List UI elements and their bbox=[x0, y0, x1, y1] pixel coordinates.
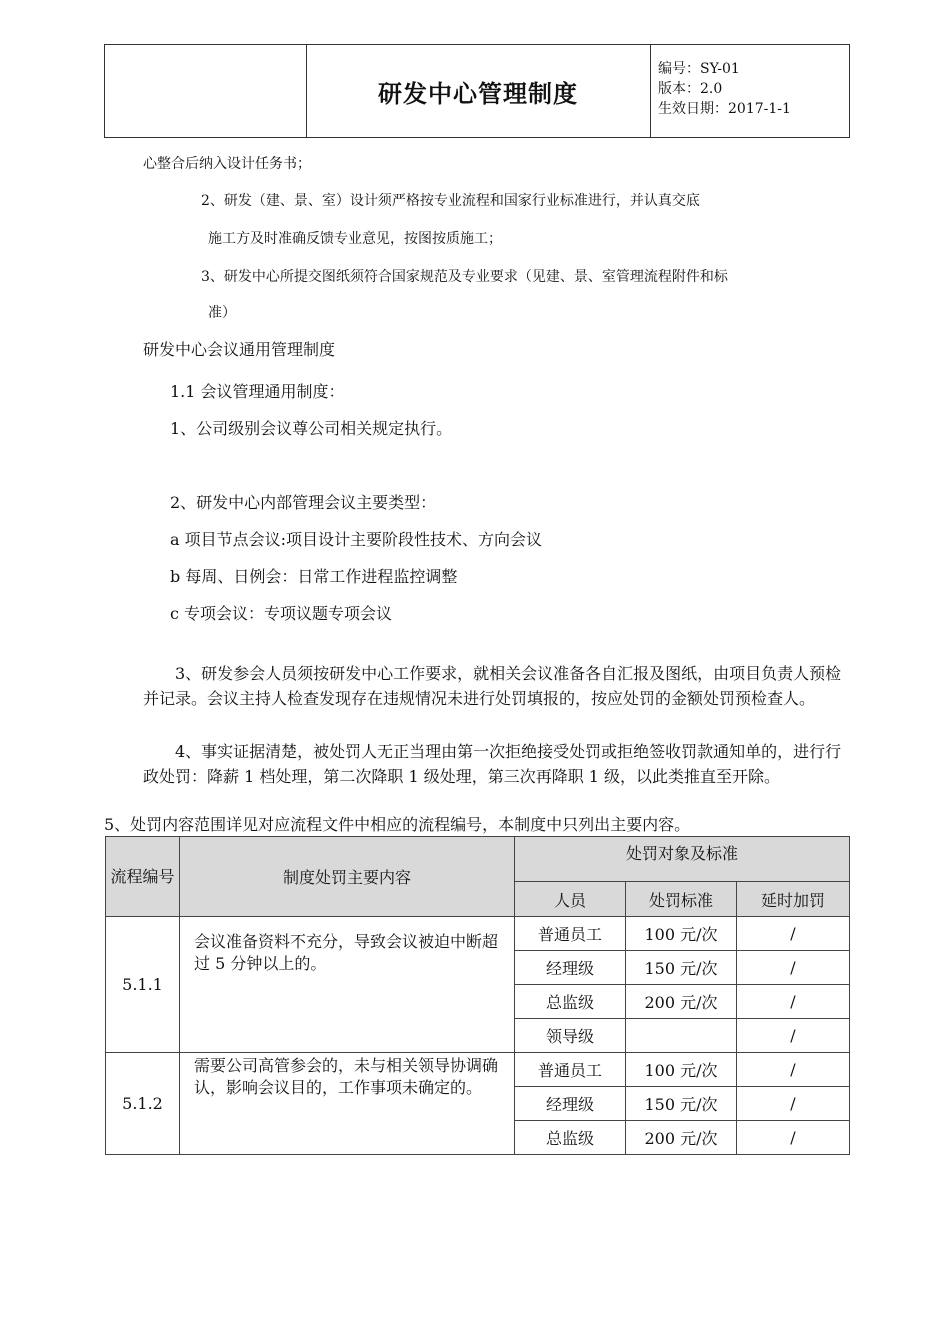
row-person: 经理级 bbox=[515, 951, 626, 985]
row-content: 会议准备资料不充分，导致会议被迫中断超过 5 分钟以上的。 bbox=[180, 917, 515, 1053]
document-version: 版本：2.0 bbox=[658, 81, 723, 97]
item-5: 5、处罚内容范围详见对应流程文件中相应的流程编号，本制度中只列出主要内容。 bbox=[104, 815, 691, 834]
col-header-person: 人员 bbox=[515, 882, 626, 917]
document-effective-date: 生效日期：2017-1-1 bbox=[658, 101, 791, 117]
row-person: 经理级 bbox=[515, 1087, 626, 1121]
row-person: 普通员工 bbox=[515, 917, 626, 951]
item-4: 4、事实证据清楚，被处罚人无正当理由第一次拒绝接受处罚或拒绝签收罚款通知单的，进行行政处罚：降薪 1 档处理，第二次降职 1 级处理，第三次再降职 1 级，以此类推直至开除。 bbox=[143, 742, 842, 786]
body-line-5: 准） bbox=[208, 305, 236, 321]
item-1: 1、公司级别会议尊公司相关规定执行。 bbox=[170, 419, 453, 438]
body-line-2: 2、研发（建、景、室）设计须严格按专业流程和国家行业标准进行，并认真交底 bbox=[201, 193, 700, 209]
row-standard bbox=[626, 1019, 737, 1053]
row-person: 总监级 bbox=[515, 1121, 626, 1155]
body-line-1: 心整合后纳入设计任务书； bbox=[143, 156, 311, 172]
body-line-3: 施工方及时准确反馈专业意见，按图按质施工； bbox=[208, 231, 502, 247]
col-header-standard: 处罚标准 bbox=[626, 882, 737, 917]
section-title: 研发中心会议通用管理制度 bbox=[143, 340, 336, 359]
col-header-group: 处罚对象及标准 bbox=[515, 837, 850, 882]
col-header-code: 流程编号 bbox=[106, 837, 180, 917]
table-row bbox=[106, 1053, 850, 1087]
row-standard: 150 元/次 bbox=[626, 951, 737, 985]
col-header-content: 制度处罚主要内容 bbox=[180, 837, 515, 917]
header-meta bbox=[658, 59, 791, 119]
item-3: 3、研发参会人员须按研发中心工作要求，就相关会议准备各自汇报及图纸，由项目负责人预检并记录。会议主持人检查发现存在违规情况未进行处罚填报的，按应处罚的金额处罚预检查人。 bbox=[143, 664, 842, 708]
row-standard: 100 元/次 bbox=[626, 1053, 737, 1087]
document-code: 编号：SY-01 bbox=[658, 61, 740, 77]
row-standard: 200 元/次 bbox=[626, 1121, 737, 1155]
row-delay: / bbox=[737, 1019, 850, 1053]
table-row bbox=[106, 917, 850, 951]
row-delay: / bbox=[737, 1053, 850, 1087]
penalty-table bbox=[105, 836, 850, 1155]
header-logo-cell bbox=[105, 45, 307, 137]
row-delay: / bbox=[737, 951, 850, 985]
header-title-cell bbox=[306, 45, 651, 137]
item-2a: a 项目节点会议:项目设计主要阶段性技术、方向会议 bbox=[170, 530, 543, 549]
row-person: 总监级 bbox=[515, 985, 626, 1019]
body-line-4: 3、研发中心所提交图纸须符合国家规范及专业要求（见建、景、室管理流程附件和标 bbox=[201, 269, 728, 285]
item-2c: c 专项会议：专项议题专项会议 bbox=[170, 604, 393, 623]
sub-title: 1.1 会议管理通用制度： bbox=[170, 382, 345, 401]
row-delay: / bbox=[737, 1121, 850, 1155]
document-header bbox=[104, 44, 850, 138]
row-standard: 200 元/次 bbox=[626, 985, 737, 1019]
row-person: 领导级 bbox=[515, 1019, 626, 1053]
item-2b: b 每周、日例会：日常工作进程监控调整 bbox=[170, 567, 458, 586]
row-standard: 100 元/次 bbox=[626, 917, 737, 951]
row-delay: / bbox=[737, 1087, 850, 1121]
row-code: 5.1.1 bbox=[106, 917, 180, 1053]
row-person: 普通员工 bbox=[515, 1053, 626, 1087]
row-code: 5.1.2 bbox=[106, 1053, 180, 1155]
row-standard: 150 元/次 bbox=[626, 1087, 737, 1121]
document-title: 研发中心管理制度 bbox=[378, 79, 578, 108]
row-content: 需要公司高管参会的，未与相关领导协调确认，影响会议目的，工作事项未确定的。 bbox=[180, 1053, 515, 1155]
item-2: 2、研发中心内部管理会议主要类型： bbox=[170, 493, 437, 512]
col-header-delay: 延时加罚 bbox=[737, 882, 850, 917]
row-delay: / bbox=[737, 917, 850, 951]
row-delay: / bbox=[737, 985, 850, 1019]
